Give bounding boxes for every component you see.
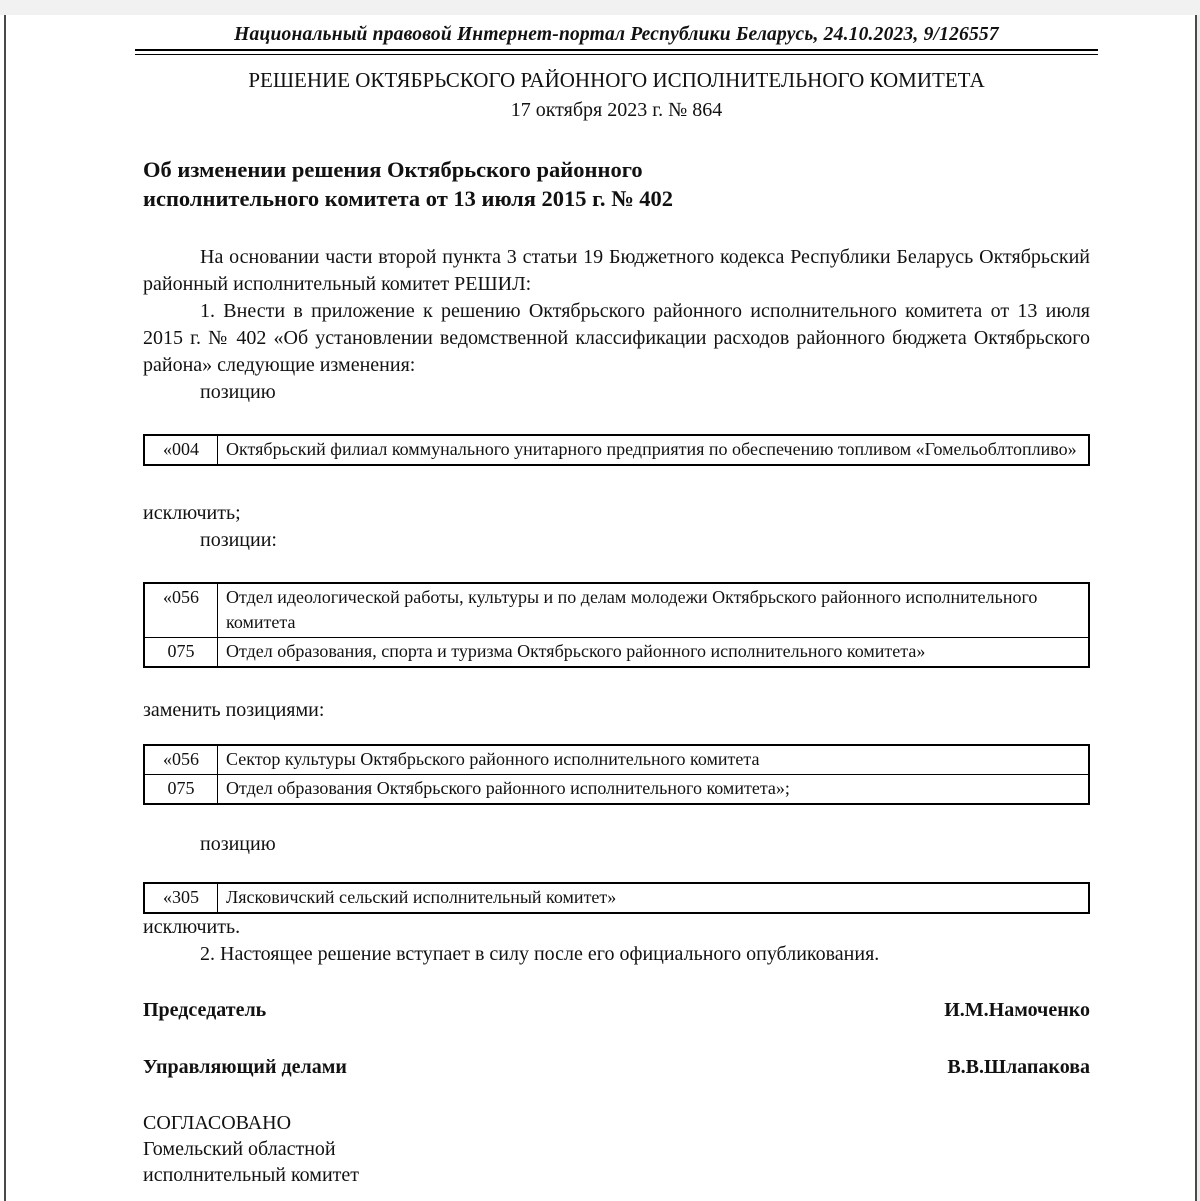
point1-paragraph: 1. Внести в приложение к решению Октябрьского районного исполнительного комитета от 13 июля 2015 г. № 402 «Об установлении ведомственной классификации расходов районного бюджета Октябрьского района» следующие изменения: (143, 300, 1090, 376)
position-code: «004 (144, 435, 218, 465)
table-row (144, 638, 1089, 668)
signature-row-manager (143, 1056, 1090, 1079)
table-row (144, 883, 1089, 913)
portal-masthead: Национальный правовой Интернет-портал Республики Беларусь, 24.10.2023, 9/126557 (234, 24, 999, 45)
table-row (144, 583, 1089, 638)
positions-table-4 (143, 882, 1090, 914)
document-type-line: РЕШЕНИЕ ОКТЯБРЬСКОГО РАЙОННОГО ИСПОЛНИТЕЛЬНОГО КОМИТЕТА (248, 68, 985, 92)
position-text: Сектор культуры Октябрьского районного исполнительного комитета (218, 745, 1090, 775)
position-code: «056 (144, 583, 218, 638)
position-code: «305 (144, 883, 218, 913)
positions-table-3 (143, 744, 1090, 805)
position-code: 075 (144, 638, 218, 668)
signature-name: И.М.Намоченко (944, 999, 1090, 1021)
position-text: Отдел образования, спорта и туризма Октябрьского районного исполнительного комитета» (218, 638, 1090, 668)
table-row (144, 775, 1089, 805)
label-position-1: позицию (200, 381, 276, 403)
masthead-double-rule (135, 49, 1098, 55)
label-replace: заменить позициями: (143, 699, 325, 721)
signature-row-chairman (143, 999, 1090, 1022)
preamble-paragraph: На основании части второй пункта 3 статьи 19 Бюджетного кодекса Республики Беларусь Октябрьский районный исполнительный комитет РЕШИЛ: (143, 246, 1090, 295)
approval-agreed-label: СОГЛАСОВАНО (143, 1112, 292, 1134)
label-exclude-2: исключить. (143, 916, 241, 938)
document-title-line1: Об изменении решения Октябрьского районного (143, 157, 643, 182)
top-margin-strip (0, 0, 1200, 15)
positions-table-1 (143, 434, 1090, 466)
table-row (144, 745, 1089, 775)
approval-block (143, 1110, 1090, 1188)
position-code: «056 (144, 745, 218, 775)
position-text: Лясковичский сельский исполнительный комитет» (218, 883, 1090, 913)
point2-paragraph: 2. Настоящее решение вступает в силу после его официального опубликования. (200, 943, 880, 965)
document-title (143, 155, 1090, 213)
signature-name: В.В.Шлапакова (947, 1056, 1090, 1078)
label-exclude-1: исключить; (143, 502, 241, 524)
signature-role: Председатель (143, 999, 267, 1021)
document-title-line2: исполнительного комитета от 13 июля 2015 г. № 402 (143, 186, 674, 211)
date-number-line: 17 октября 2023 г. № 864 (510, 99, 723, 121)
label-positions: позиции: (200, 529, 277, 551)
document-content (143, 15, 1090, 1188)
positions-table-2 (143, 582, 1090, 668)
signature-role: Управляющий делами (143, 1056, 347, 1078)
approval-org-line1: Гомельский областной (143, 1138, 336, 1160)
position-code: 075 (144, 775, 218, 805)
position-text: Отдел идеологической работы, культуры и по делам молодежи Октябрьского районного исполнительного комитета (218, 583, 1090, 638)
position-text: Отдел образования Октябрьского районного исполнительного комитета»; (218, 775, 1090, 805)
page-left-border (4, 15, 6, 1201)
position-text: Октябрьский филиал коммунального унитарного предприятия по обеспечению топливом «Гомельоблтопливо» (218, 435, 1090, 465)
document-body (143, 244, 1090, 968)
table-row (144, 435, 1089, 465)
label-position-2: позицию (200, 833, 276, 855)
approval-org-line2: исполнительный комитет (143, 1164, 360, 1186)
